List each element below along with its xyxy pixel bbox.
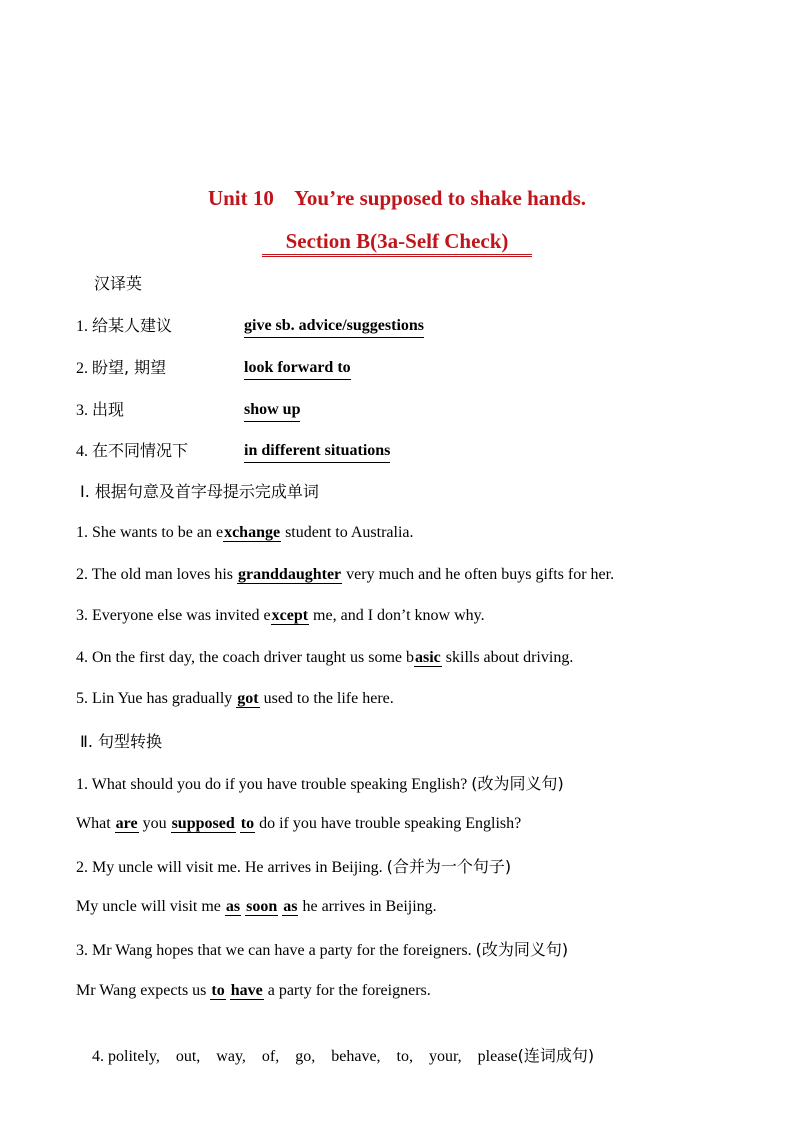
part1-item: [76, 647, 573, 669]
answer-blank: as: [283, 898, 298, 915]
sentence-text: student to Australia.: [281, 524, 414, 541]
answer-text: What: [76, 815, 115, 832]
page-title: Unit 10 You’re supposed to shake hands.: [207, 186, 587, 210]
answer-blank: to: [211, 982, 225, 999]
vocab-chinese: 出现: [92, 400, 125, 419]
sentence-text: me, and I don’t know why.: [309, 607, 485, 624]
question-instruction: (改为同义句): [475, 940, 569, 959]
part2-answer: [76, 896, 437, 918]
part1-heading: Ⅰ. 根据句意及首字母提示完成单词: [80, 482, 319, 501]
question-text: 2. My uncle will visit me. He arrives in Beijing.: [76, 859, 387, 876]
vocab-item: [76, 399, 124, 422]
vocab-number: 3.: [76, 402, 88, 419]
answer-text: a party for the foreigners.: [263, 982, 431, 999]
question-text: 3. Mr Wang hopes that we can have a party for the foreigners.: [76, 942, 476, 959]
sentence-text: 3. Everyone else was invited e: [76, 607, 271, 624]
vocab-number: 2.: [76, 360, 88, 377]
sentence-text: 1. She wants to be an e: [76, 524, 224, 541]
vocab-answer: look forward to: [244, 357, 351, 380]
part2-answer: [76, 980, 431, 1002]
vocab-item: [76, 315, 172, 338]
vocab-chinese: 盼望, 期望: [92, 358, 167, 377]
vocab-answer: give sb. advice/suggestions: [244, 315, 424, 338]
answer-text: do if you have trouble speaking English?: [255, 815, 522, 832]
part2-question: [76, 939, 568, 962]
vocab-answer: show up: [244, 399, 300, 422]
vocab-chinese: 在不同情况下: [92, 441, 189, 460]
answer-text: My uncle will visit me: [76, 898, 225, 915]
sentence-text: used to the life here.: [259, 690, 394, 707]
part1-item: [76, 564, 614, 586]
answer-blank: to: [240, 815, 255, 832]
sentence-text: 2. The old man loves his: [76, 566, 238, 583]
vocab-answer: in different situations: [244, 440, 390, 463]
question-instruction: (合并为一个句子): [386, 857, 512, 876]
part2-heading: Ⅱ. 句型转换: [80, 732, 163, 751]
answer-blank: are: [115, 815, 138, 832]
vocab-heading: 汉译英: [94, 274, 143, 293]
vocab-chinese: 给某人建议: [92, 316, 173, 335]
answer-blank: got: [237, 690, 259, 707]
answer-text: he arrives in Beijing.: [298, 898, 437, 915]
question-text: 1. What should you do if you have trouble speaking English?: [76, 776, 472, 793]
vocab-item: [76, 440, 188, 463]
answer-blank: granddaughter: [238, 566, 342, 583]
question-text: 4. politely, out, way, of, go, behave, to, your, please: [92, 1048, 518, 1065]
part2-question: [76, 1023, 594, 1090]
part2-question: [76, 773, 564, 796]
answer-blank: as: [225, 898, 241, 915]
vocab-item: [76, 357, 166, 380]
part1-item: [76, 522, 414, 544]
part1-item: [76, 688, 394, 710]
vocab-number: 4.: [76, 443, 88, 460]
question-instruction: (改为同义句): [471, 774, 564, 793]
answer-text: you: [138, 815, 171, 832]
section-subtitle: [0, 229, 794, 257]
sentence-text: very much and he often buys gifts for her.: [342, 566, 615, 583]
answer-blank: have: [230, 982, 263, 999]
sentence-text: 5. Lin Yue has gradually: [76, 690, 237, 707]
section-subtitle-text: Section B(3a-Self Check): [262, 229, 533, 257]
part1-item: [76, 605, 485, 627]
answer-blank: xcept: [271, 607, 309, 624]
answer-blank: supposed: [171, 815, 235, 832]
answer-blank: soon: [246, 898, 278, 915]
question-instruction: (连词成句): [517, 1046, 595, 1065]
sentence-text: skills about driving.: [441, 649, 574, 666]
answer-blank: asic: [414, 649, 441, 666]
answer-text: Mr Wang expects us: [76, 982, 211, 999]
sentence-text: 4. On the first day, the coach driver taught us some b: [76, 649, 414, 666]
answer-blank: xchange: [224, 524, 281, 541]
part2-answer: [76, 813, 521, 835]
part2-question: [76, 856, 511, 879]
vocab-number: 1.: [76, 318, 88, 335]
